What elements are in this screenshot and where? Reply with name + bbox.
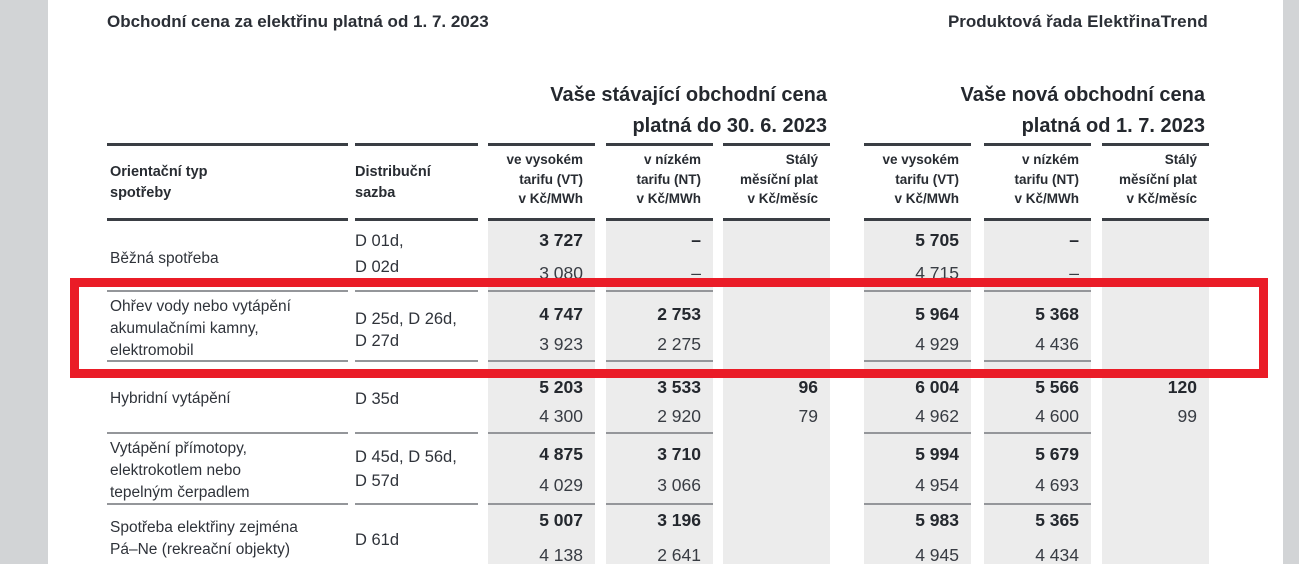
- price-value: 5 203: [539, 377, 583, 397]
- new-price-heading: [758, 80, 1205, 142]
- product-line-prefix: Produktová řada: [947, 12, 1083, 31]
- price-value: 2 920: [657, 406, 701, 426]
- divider: [1102, 143, 1209, 146]
- consumption-type-label: elektrokotlem nebo: [110, 462, 241, 479]
- column-header-line: Stálý: [1164, 152, 1197, 167]
- price-value: 3 533: [657, 377, 701, 397]
- distribution-rate-label: D 57d: [355, 472, 400, 490]
- price-value: 4 715: [915, 263, 959, 283]
- divider: [864, 143, 971, 146]
- price-value: 4 693: [1035, 475, 1079, 495]
- price-value: 4 929: [915, 334, 959, 354]
- column-header-line: v Kč/MWh: [636, 191, 701, 206]
- column-header-low-tariff-current: [606, 150, 713, 209]
- divider: [355, 143, 478, 146]
- price-value: 2 641: [657, 545, 701, 564]
- price-value: 4 300: [539, 406, 583, 426]
- column-header-high-tariff-new: [864, 150, 971, 209]
- price-value: 6 004: [915, 377, 959, 397]
- product-name: ElektřinaTrend: [1087, 12, 1208, 31]
- consumption-type-label: tepelným čerpadlem: [110, 484, 250, 501]
- table-row: [0, 503, 1299, 564]
- consumption-type-label: Ohřev vody nebo vytápění: [110, 298, 291, 315]
- consumption-type-label: Hybridní vytápění: [110, 390, 231, 407]
- new-price-heading-line2: platná od 1. 7. 2023: [1021, 115, 1205, 137]
- product-line-label: [700, 12, 1208, 32]
- column-header-consumption-type: [110, 162, 208, 204]
- price-value: 2 753: [657, 304, 701, 324]
- column-header-line: Stálý: [785, 152, 818, 167]
- price-value: 4 434: [1035, 545, 1079, 564]
- distribution-rate-label: D 35d: [355, 390, 400, 408]
- divider: [488, 218, 595, 221]
- column-header-line: tarifu (VT): [519, 171, 583, 187]
- divider: [864, 218, 971, 221]
- column-header-line: měsíční plat: [1118, 171, 1197, 187]
- divider: [723, 218, 830, 221]
- column-header-line: v Kč/MWh: [894, 191, 959, 206]
- price-value: 5 566: [1035, 377, 1079, 397]
- price-value: 5 705: [915, 230, 959, 250]
- divider: [1102, 218, 1209, 221]
- consumption-type-label: Vytápění přímotopy,: [110, 440, 247, 457]
- price-value: 4 747: [539, 304, 583, 324]
- column-header-low-tariff-new: [984, 150, 1091, 209]
- price-value: 96: [798, 377, 818, 397]
- divider: [107, 143, 348, 146]
- distribution-rate-label: D 02d: [355, 258, 400, 276]
- price-value: 3 923: [539, 334, 583, 354]
- divider: [488, 143, 595, 146]
- column-header-line: v nízkém: [643, 152, 701, 167]
- current-price-heading-line2: platná do 30. 6. 2023: [632, 115, 827, 137]
- column-header-line: ve vysokém: [882, 152, 959, 167]
- divider: [606, 143, 713, 146]
- divider: [606, 218, 713, 221]
- price-value: –: [691, 230, 701, 250]
- document-title: Obchodní cena za elektřinu platná od 1. 7. 2023: [107, 12, 489, 31]
- column-header-line: Orientační typ: [110, 164, 208, 180]
- price-value: 5 365: [1035, 510, 1079, 530]
- price-value: 4 954: [915, 475, 959, 495]
- distribution-rate-label: D 01d,: [355, 232, 404, 250]
- distribution-rate-label: D 45d, D 56d,: [355, 448, 457, 466]
- price-value: 3 727: [539, 230, 583, 250]
- highlight-box: [70, 278, 1268, 378]
- divider: [984, 218, 1091, 221]
- price-value: 4 875: [539, 444, 583, 464]
- price-value: 79: [798, 406, 818, 426]
- consumption-type-label: elektromobil: [110, 342, 194, 359]
- column-header-line: tarifu (VT): [895, 171, 959, 187]
- current-price-heading-line1: Vaše stávající obchodní cena: [550, 84, 827, 106]
- column-header-line: tarifu (NT): [636, 171, 701, 187]
- price-value: 3 196: [657, 510, 701, 530]
- consumption-type-label: akumulačními kamny,: [110, 320, 259, 337]
- price-value: 4 029: [539, 475, 583, 495]
- column-header-high-tariff-current: [488, 150, 595, 209]
- column-header-monthly-fee-current: [723, 150, 830, 209]
- price-value: 3 080: [539, 263, 583, 283]
- price-value: –: [1069, 263, 1079, 283]
- price-value: 99: [1177, 406, 1197, 426]
- column-header-line: spotřeby: [110, 185, 172, 201]
- column-header-line: Distribuční: [355, 164, 431, 180]
- price-value: 3 066: [657, 475, 701, 495]
- column-header-line: v Kč/MWh: [1014, 191, 1079, 206]
- price-value: 5 994: [915, 444, 959, 464]
- new-price-heading-line1: Vaše nová obchodní cena: [960, 84, 1205, 106]
- price-value: 5 964: [915, 304, 959, 324]
- price-value: 4 138: [539, 545, 583, 564]
- price-value: 4 436: [1035, 334, 1079, 354]
- column-header-line: tarifu (NT): [1014, 171, 1079, 187]
- column-header-line: v Kč/měsíc: [747, 191, 818, 206]
- price-value: –: [691, 263, 701, 283]
- consumption-type-label: Běžná spotřeba: [110, 250, 219, 267]
- divider: [355, 218, 478, 221]
- price-value: 5 368: [1035, 304, 1079, 324]
- divider: [984, 143, 1091, 146]
- price-value: 3 710: [657, 444, 701, 464]
- column-header-distribution-rate: [355, 162, 431, 204]
- distribution-rate-label: D 27d: [355, 332, 400, 350]
- price-value: 5 983: [915, 510, 959, 530]
- price-value: 5 679: [1035, 444, 1079, 464]
- distribution-rate-label: D 25d, D 26d,: [355, 310, 457, 328]
- price-value: –: [1069, 230, 1079, 250]
- column-header-line: ve vysokém: [506, 152, 583, 167]
- price-value: 4 945: [915, 545, 959, 564]
- column-header-line: sazba: [355, 185, 396, 201]
- column-header-line: měsíční plat: [739, 171, 818, 187]
- price-value: 4 962: [915, 406, 959, 426]
- consumption-type-label: Spotřeba elektřiny zejména: [110, 519, 298, 536]
- column-header-monthly-fee-new: [1102, 150, 1209, 209]
- divider: [107, 218, 348, 221]
- divider: [723, 143, 830, 146]
- table-row: [0, 432, 1299, 503]
- price-value: 4 600: [1035, 406, 1079, 426]
- column-header-line: v Kč/MWh: [518, 191, 583, 206]
- price-value: 120: [1167, 377, 1197, 397]
- column-header-line: v Kč/měsíc: [1126, 191, 1197, 206]
- price-value: 2 275: [657, 334, 701, 354]
- price-value: 5 007: [539, 510, 583, 530]
- consumption-type-label: Pá–Ne (rekreační objekty): [110, 541, 291, 558]
- column-header-line: v nízkém: [1021, 152, 1079, 167]
- distribution-rate-label: D 61d: [355, 531, 400, 549]
